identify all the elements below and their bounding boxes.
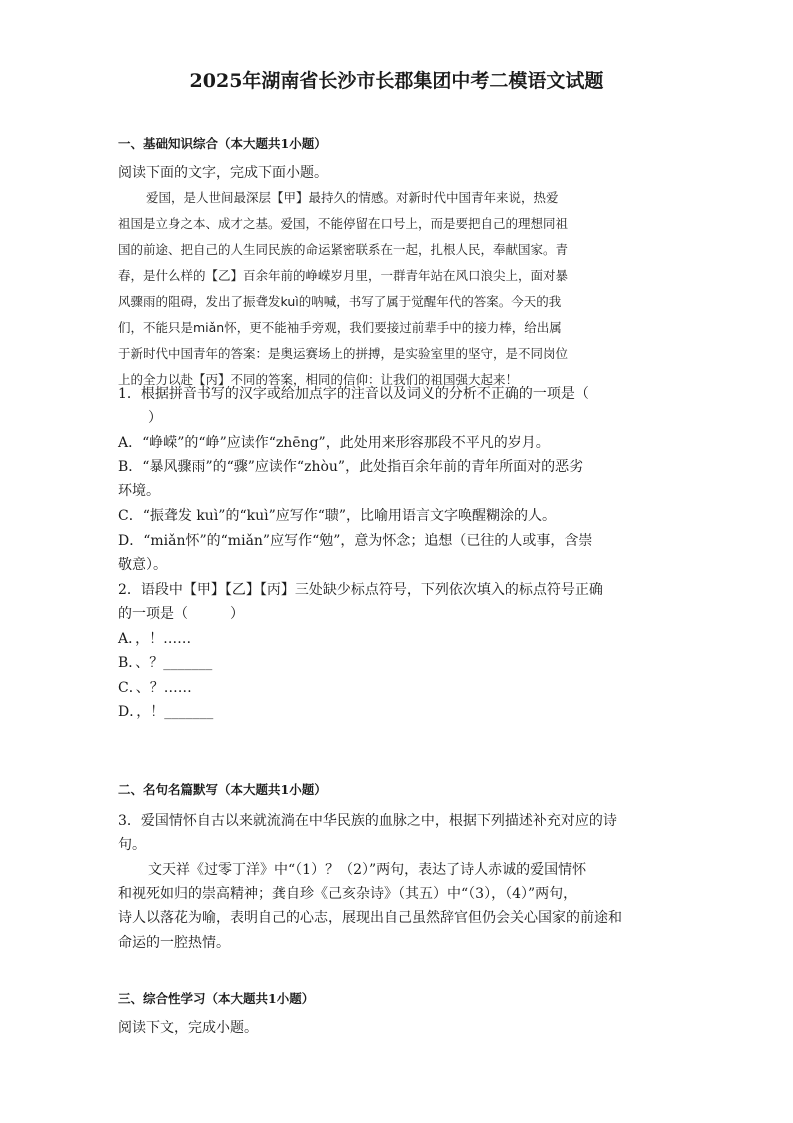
passage-line: 于新时代中国青年的答案：是奥运赛场上的拼搏，是实验室里的坚守，是不同岗位 xyxy=(118,346,569,361)
passage-line: 们，不能只是miǎn怀，更不能袖手旁观，我们要接过前辈手中的接力棒，给出属 xyxy=(118,320,562,335)
question-3-paragraph: 命运的一腔热情。 xyxy=(118,935,230,951)
question-3-paragraph: 诗人以落花为喻，表明自己的心志，展现出自己虽然辞官但仍会关心国家的前途和 xyxy=(118,910,622,926)
question-2-stem-cont: 的一项是（ ） xyxy=(118,606,244,622)
question-3-paragraph: 和视死如归的崇高精神；龚自珍《己亥杂诗》（其五）中“（3），（4）”两句， xyxy=(118,886,578,902)
question-1-option-a: A．“峥嵘”的“峥”应读作“zhēng”，此处用来形容那段不平凡的岁月。 xyxy=(118,435,550,451)
section-heading-1: 一、基础知识综合（本大题共1小题） xyxy=(118,136,327,151)
passage-line: 春，是什么样的【乙】百余年前的峥嵘岁月里，一群青年站在风口浪尖上，面对暴 xyxy=(118,268,569,283)
question-2-option-a: A．，！…… xyxy=(118,631,192,647)
question-2-option-b: B．、？_______ xyxy=(118,655,213,671)
section-heading-3: 三、综合性学习（本大题共1小题） xyxy=(118,991,315,1006)
question-1-option-b: B．“暴风骤雨”的“骤”应读作“zhòu”，此处指百余年前的青年所面对的恶劣 xyxy=(118,459,584,475)
section-heading-2: 二、名句名篇默写（本大题共1小题） xyxy=(118,782,327,797)
question-3-paragraph: 文天祥《过零丁洋》中“（1）？（2）”两句，表达了诗人赤诚的爱国情怀 xyxy=(148,862,587,878)
passage-line: 祖国是立身之本、成才之基。爱国，不能停留在口号上，而是要把自己的理想同祖 xyxy=(118,216,569,231)
passage-line: 上的全力以赴【丙】不同的答案，相同的信仰：让我们的祖国强大起来！ xyxy=(118,372,519,387)
passage-line: 爱国，是人世间最深层【甲】最持久的情感。对新时代中国青年来说，热爱 xyxy=(146,190,559,205)
question-1-option-c: C．“振聋发 kuì”的“kuì”应写作“聩”，比喻用语言文字唤醒糊涂的人。 xyxy=(118,508,557,524)
passage-line: 风骤雨的阻碍，发出了振聋发kuì的呐喊，书写了属于觉醒年代的答案。今天的我 xyxy=(118,294,562,309)
passage-line: 国的前途、把自己的人生同民族的命运紧密联系在一起，扎根人民，奉献国家。青 xyxy=(118,242,569,257)
question-3-stem-cont: 句。 xyxy=(118,837,146,853)
question-3-stem: 3．爱国情怀自古以来就流淌在中华民族的血脉之中，根据下列描述补充对应的诗 xyxy=(118,813,617,829)
question-1-option-d-cont: 敬意）。 xyxy=(118,557,167,573)
question-2-option-d: D．，！_______ xyxy=(118,704,214,720)
question-2-option-c: C．、？…… xyxy=(118,680,192,696)
section3-intro: 阅读下文，完成小题。 xyxy=(118,1020,258,1036)
question-1-option-d: D．“miǎn怀”的“miǎn”应写作“勉”，意为怀念；追想（已往的人或事，含崇 xyxy=(118,533,593,549)
question-1-option-b-cont: 环境。 xyxy=(118,483,160,499)
question-1-stem-end: ） xyxy=(148,410,162,426)
page-title: 2025年湖南省长沙市长郡集团中考二模语文试题 xyxy=(189,70,604,92)
question-1-stem: 1．根据拼音书写的汉字或给加点字的注音以及词义的分析不正确的一项是（ xyxy=(118,386,589,402)
section1-intro: 阅读下面的文字，完成下面小题。 xyxy=(118,165,328,181)
question-2-stem: 2．语段中【甲】【乙】【丙】三处缺少标点符号，下列依次填入的标点符号正确 xyxy=(118,582,603,598)
